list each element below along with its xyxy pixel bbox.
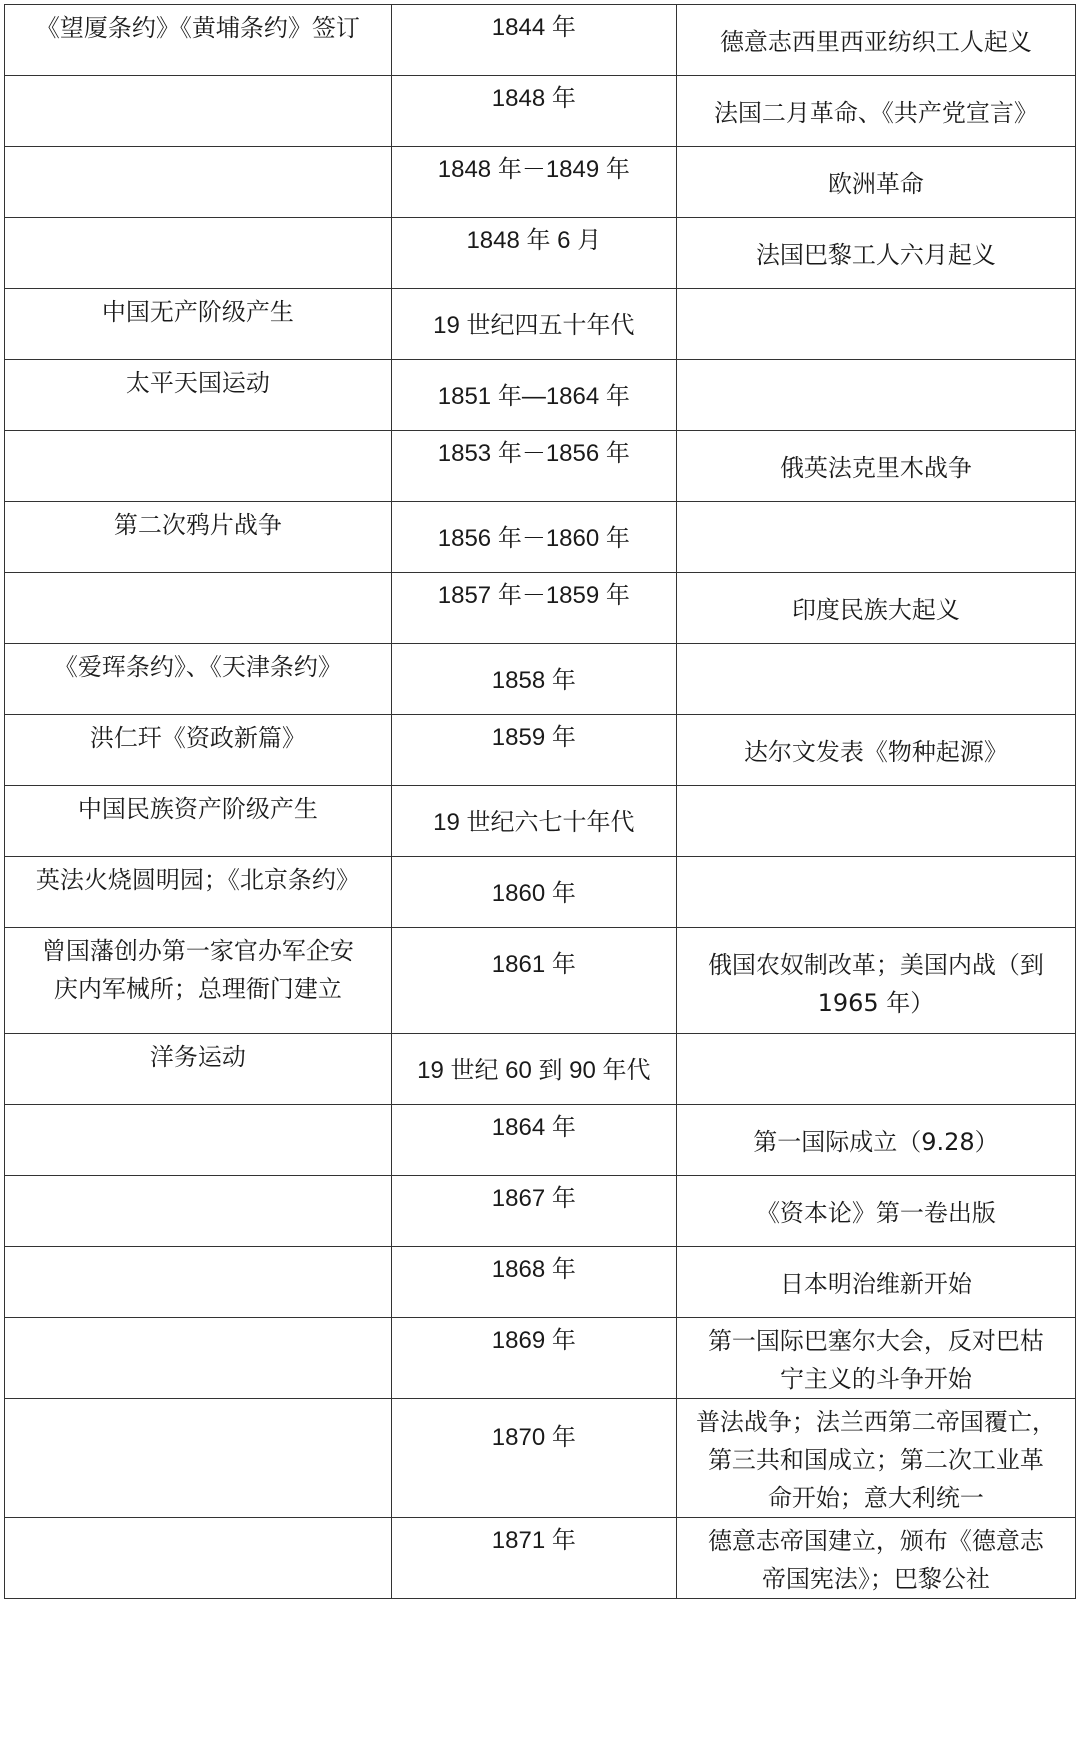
- date-text: 1856 年－1860 年: [437, 525, 630, 552]
- world-event-cell: [676, 1518, 1075, 1599]
- date-cell: [391, 5, 676, 76]
- world-event-cell: [676, 857, 1075, 928]
- china-event-cell: [5, 1105, 392, 1176]
- date-cell: [391, 289, 676, 360]
- date-cell: [391, 147, 676, 218]
- world-event-text: 俄英法克里木战争: [779, 454, 972, 482]
- table-row: [5, 5, 1076, 76]
- date-cell: [391, 431, 676, 502]
- world-event-text: 普法战争；法兰西第二帝国覆亡， 第三共和国成立；第二次工业革 命开始；意大利统一: [695, 1408, 1056, 1512]
- table-row: [5, 289, 1076, 360]
- world-event-text: 印度民族大起义: [791, 596, 960, 624]
- world-event-cell: [676, 218, 1075, 289]
- world-event-text: 俄国农奴制改革；美国内战（到 1965 年）: [707, 951, 1044, 1017]
- date-text: 1848 年－1849 年: [437, 156, 630, 183]
- table-row: [5, 1176, 1076, 1247]
- date-text: 1853 年－1856 年: [437, 440, 630, 467]
- world-event-cell: [676, 5, 1075, 76]
- date-text: 1870 年: [491, 1424, 576, 1451]
- table-row: [5, 715, 1076, 786]
- date-text: 1857 年－1859 年: [437, 582, 630, 609]
- date-cell: [391, 857, 676, 928]
- world-event-cell: [676, 1247, 1075, 1318]
- date-text: 1858 年: [491, 667, 576, 694]
- table-row: [5, 502, 1076, 573]
- date-text: 1848 年: [491, 85, 576, 112]
- china-event-cell: [5, 573, 392, 644]
- china-event-text: 洋务运动: [149, 1043, 246, 1071]
- china-event-text: 曾国藩创办第一家官办军企安 庆内军械所；总理衙门建立: [41, 937, 354, 1003]
- table-row: [5, 218, 1076, 289]
- table-row: [5, 1105, 1076, 1176]
- china-event-cell: [5, 5, 392, 76]
- china-event-cell: [5, 147, 392, 218]
- china-event-cell: [5, 431, 392, 502]
- world-event-text: 《资本论》第一卷出版: [755, 1199, 996, 1227]
- world-event-cell: [676, 1318, 1075, 1399]
- date-text: 19 世纪 60 到 90 年代: [417, 1057, 651, 1084]
- china-event-text: 太平天国运动: [125, 369, 270, 397]
- world-event-cell: [676, 644, 1075, 715]
- china-event-cell: [5, 1176, 392, 1247]
- world-event-cell: [676, 1034, 1075, 1105]
- table-row: [5, 76, 1076, 147]
- world-event-cell: [676, 360, 1075, 431]
- date-text: 1868 年: [491, 1256, 576, 1283]
- date-cell: [391, 573, 676, 644]
- china-event-cell: [5, 786, 392, 857]
- date-cell: [391, 1105, 676, 1176]
- table-row: [5, 1247, 1076, 1318]
- world-event-cell: [676, 1399, 1075, 1518]
- date-text: 1860 年: [491, 880, 576, 907]
- world-event-cell: [676, 1176, 1075, 1247]
- world-event-text: 德意志帝国建立，颁布《德意志 帝国宪法》；巴黎公社: [707, 1527, 1044, 1593]
- date-cell: [391, 1399, 676, 1518]
- date-cell: [391, 928, 676, 1034]
- date-text: 1864 年: [491, 1114, 576, 1141]
- table-row: [5, 147, 1076, 218]
- china-event-cell: [5, 502, 392, 573]
- date-text: 1848 年 6 月: [466, 227, 602, 254]
- date-cell: [391, 76, 676, 147]
- china-event-cell: [5, 1399, 392, 1518]
- china-event-cell: [5, 715, 392, 786]
- table-row: [5, 1034, 1076, 1105]
- table-row: [5, 573, 1076, 644]
- world-event-cell: [676, 573, 1075, 644]
- world-event-cell: [676, 76, 1075, 147]
- world-event-text: 欧洲革命: [827, 170, 924, 198]
- date-cell: [391, 218, 676, 289]
- china-event-cell: [5, 289, 392, 360]
- china-event-text: 《望厦条约》《黄埔条约》签订: [35, 14, 360, 42]
- date-text: 1871 年: [491, 1527, 576, 1554]
- date-text: 1867 年: [491, 1185, 576, 1212]
- world-event-cell: [676, 431, 1075, 502]
- date-cell: [391, 644, 676, 715]
- world-event-cell: [676, 1105, 1075, 1176]
- china-event-cell: [5, 360, 392, 431]
- world-event-text: 第一国际巴塞尔大会，反对巴枯 宁主义的斗争开始: [707, 1327, 1044, 1393]
- world-event-text: 日本明治维新开始: [779, 1270, 972, 1298]
- china-event-text: 中国民族资产阶级产生: [77, 795, 318, 823]
- date-cell: [391, 1318, 676, 1399]
- world-event-cell: [676, 715, 1075, 786]
- china-event-cell: [5, 857, 392, 928]
- china-event-cell: [5, 1247, 392, 1318]
- china-event-cell: [5, 928, 392, 1034]
- world-event-text: 第一国际成立（9.28）: [753, 1128, 999, 1156]
- date-cell: [391, 786, 676, 857]
- date-cell: [391, 360, 676, 431]
- world-event-cell: [676, 147, 1075, 218]
- world-event-cell: [676, 502, 1075, 573]
- date-text: 1851 年—1864 年: [437, 383, 630, 410]
- china-event-cell: [5, 1034, 392, 1105]
- world-event-cell: [676, 289, 1075, 360]
- date-text: 1861 年: [491, 951, 576, 978]
- china-event-cell: [5, 218, 392, 289]
- china-event-cell: [5, 76, 392, 147]
- world-event-cell: [676, 786, 1075, 857]
- china-event-text: 英法火烧圆明园；《北京条约》: [35, 866, 360, 894]
- world-event-text: 德意志西里西亚纺织工人起义: [719, 28, 1032, 56]
- table-row: [5, 786, 1076, 857]
- world-event-text: 法国巴黎工人六月起义: [755, 241, 996, 269]
- date-cell: [391, 502, 676, 573]
- date-cell: [391, 1518, 676, 1599]
- china-event-text: 中国无产阶级产生: [101, 298, 294, 326]
- table-row: [5, 928, 1076, 1034]
- table-row: [5, 360, 1076, 431]
- china-event-cell: [5, 1318, 392, 1399]
- table-row: [5, 1518, 1076, 1599]
- china-event-text: 洪仁玕《资政新篇》: [89, 724, 306, 752]
- date-cell: [391, 1176, 676, 1247]
- table-row: [5, 644, 1076, 715]
- date-text: 1859 年: [491, 724, 576, 751]
- table-row: [5, 1399, 1076, 1518]
- china-event-cell: [5, 1518, 392, 1599]
- date-cell: [391, 715, 676, 786]
- table-row: [5, 1318, 1076, 1399]
- china-event-text: 第二次鸦片战争: [113, 511, 282, 539]
- date-text: 19 世纪六七十年代: [433, 809, 635, 836]
- table-row: [5, 431, 1076, 502]
- date-text: 1869 年: [491, 1327, 576, 1354]
- china-event-cell: [5, 644, 392, 715]
- table-row: [5, 857, 1076, 928]
- world-event-text: 达尔文发表《物种起源》: [743, 738, 1008, 766]
- history-timeline-table: [4, 4, 1076, 1599]
- date-cell: [391, 1034, 676, 1105]
- world-event-cell: [676, 928, 1075, 1034]
- world-event-text: 法国二月革命、《共产党宣言》: [713, 99, 1038, 127]
- china-event-text: 《爱珲条约》、《天津条约》: [53, 653, 342, 681]
- date-text: 19 世纪四五十年代: [433, 312, 635, 339]
- date-cell: [391, 1247, 676, 1318]
- date-text: 1844 年: [491, 14, 576, 41]
